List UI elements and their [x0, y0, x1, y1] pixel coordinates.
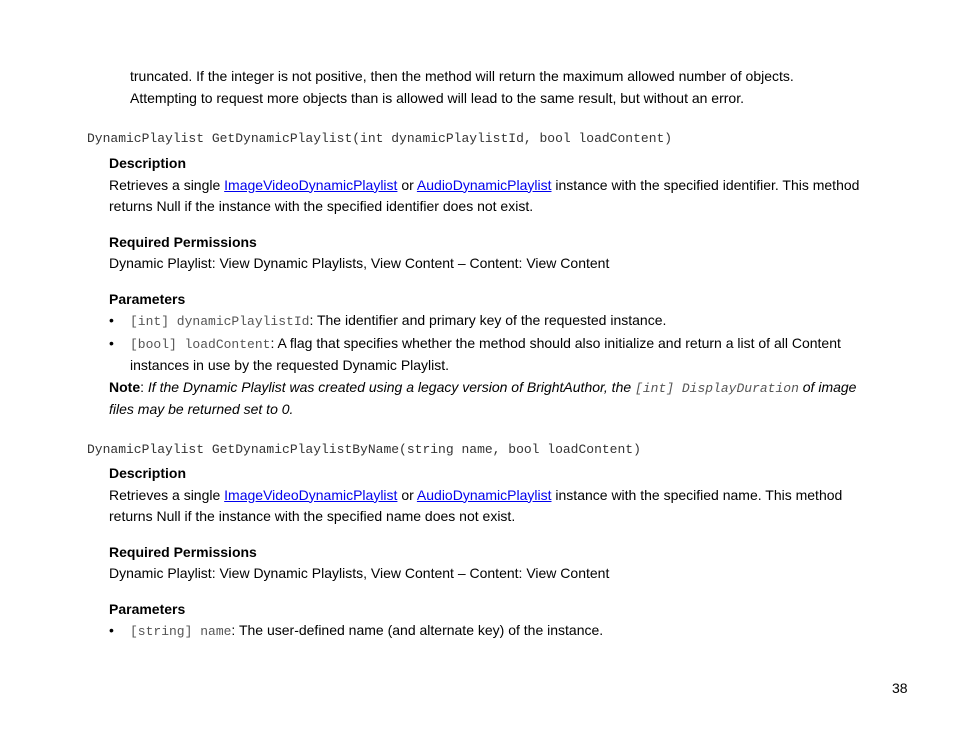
description-or: or [397, 486, 417, 503]
page-number: 38 [892, 680, 908, 696]
parameters-heading: Parameters [109, 290, 186, 307]
description-heading: Description [109, 465, 187, 481]
parameter-item [109, 310, 879, 333]
parameter-item [109, 620, 879, 643]
method-body-get-dynamic-playlist [109, 153, 879, 421]
note-text-before: If the Dynamic Playlist was created using a legacy version of BrightAuthor, the [147, 378, 636, 395]
note-text-after: of image files may be returned set to 0. [109, 378, 857, 417]
parameter-text: : The identifier and primary key of the requested instance. [309, 312, 667, 328]
method-body-get-dynamic-playlist-by-name [109, 463, 879, 643]
description-text [109, 175, 879, 218]
link-audio-dynamic-playlist[interactable]: AudioDynamicPlaylist [416, 486, 552, 503]
description-prefix: Retrieves a single [109, 486, 225, 503]
description-prefix: Retrieves a single [109, 176, 225, 193]
continuation-line-2: Attempting to request more objects than is allowed will lead to the same result, but without an error. [130, 89, 744, 106]
note-separator: : [140, 378, 148, 395]
permissions-heading: Required Permissions [109, 543, 257, 560]
description-or: or [397, 176, 417, 193]
parameters-list [109, 620, 879, 643]
link-image-video-dynamic-playlist[interactable]: ImageVideoDynamicPlaylist [224, 486, 398, 503]
bullet: • [109, 622, 114, 638]
parameters-list [109, 310, 879, 377]
parameter-text: : The user-defined name (and alternate key) of the instance. [231, 622, 604, 638]
permissions-text: Dynamic Playlist: View Dynamic Playlists, View Content – Content: View Content [109, 255, 610, 271]
parameter-text: : A flag that specifies whether the method should also initialize and return a list of all Content instances in use by the requested Dynamic Playlist. [130, 334, 841, 373]
parameter-item [109, 333, 879, 377]
method-signature-get-dynamic-playlist-by-name: DynamicPlaylist GetDynamicPlaylistByName(string name, bool loadContent) [87, 442, 641, 457]
permissions-text: Dynamic Playlist: View Dynamic Playlists, View Content – Content: View Content [109, 565, 610, 581]
link-image-video-dynamic-playlist[interactable]: ImageVideoDynamicPlaylist [224, 176, 398, 193]
description-heading: Description [109, 155, 187, 171]
parameters-heading: Parameters [109, 600, 186, 617]
note-code: [int] DisplayDuration [635, 380, 799, 396]
method-signature-get-dynamic-playlist: DynamicPlaylist GetDynamicPlaylist(int dynamicPlaylistId, bool loadContent) [87, 131, 673, 146]
parameter-code: [string] name [130, 624, 232, 639]
parameter-code: [int] dynamicPlaylistId [130, 314, 310, 329]
note-label: Note [109, 378, 141, 395]
permissions-heading: Required Permissions [109, 233, 257, 250]
parameter-code: [bool] loadContent [130, 336, 271, 352]
description-suffix: instance with the specified identifier. This method returns Null if the instance with the specified identifier does not exist. [109, 176, 860, 214]
note [109, 377, 879, 421]
description-suffix: instance with the specified name. This method returns Null if the instance with the specified name does not exist. [109, 486, 843, 524]
link-audio-dynamic-playlist[interactable]: AudioDynamicPlaylist [416, 176, 552, 193]
bullet: • [109, 334, 114, 351]
continuation-paragraph [130, 66, 850, 109]
continuation-line-1: truncated. If the integer is not positive, then the method will return the maximum allowed number of objects. [130, 68, 794, 84]
bullet: • [109, 312, 114, 328]
description-text [109, 485, 879, 528]
